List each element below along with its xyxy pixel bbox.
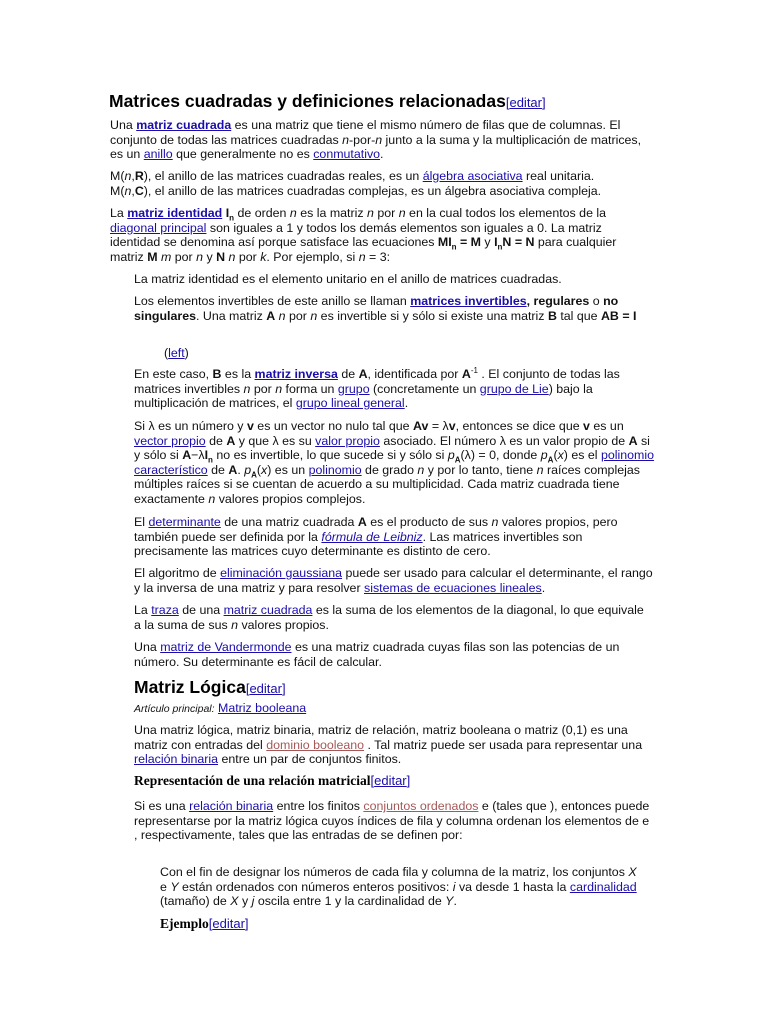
text: A: [461, 367, 471, 381]
text: matriz identidad: [127, 206, 223, 220]
text: (concretamente un: [369, 381, 480, 396]
text: . Una matriz: [195, 308, 267, 323]
text: ), el anillo de las matrices cuadradas reales, es un: [143, 169, 423, 183]
text: o: [589, 294, 604, 308]
text: MI: [437, 235, 452, 250]
text: I: [494, 235, 498, 250]
text: y: [203, 249, 217, 264]
text: C: [134, 183, 144, 198]
text: n: [342, 132, 350, 147]
link-grupo[interactable]: grupo: [337, 381, 370, 396]
text: asociado. El número λ es un valor propio de: [379, 433, 629, 448]
text: k: [260, 249, 267, 264]
text: ,: [131, 169, 135, 183]
text: es invertible si y sólo si existe una matriz: [317, 308, 548, 323]
text: p: [540, 448, 548, 463]
text: real unitaria.: [522, 169, 595, 183]
text: son iguales a 1 y todos los demás elementos son iguales a 0. La matriz identidad se denomina así porque satisface las ecuaciones: [110, 220, 602, 250]
edit-link[interactable]: editar: [374, 773, 407, 788]
text: Una: [110, 118, 137, 132]
text: puede ser usado para calcular el determinante, el rango y la inversa de una matriz y para resolver: [134, 566, 653, 595]
link-matrices-invertibles[interactable]: [410, 294, 526, 308]
text: de: [207, 462, 229, 477]
text: Artículo principal:: [134, 703, 215, 715]
link-matriz-cuadrada-2[interactable]: matriz cuadrada: [223, 603, 313, 617]
link-diagonal-principal[interactable]: diagonal principal: [110, 220, 207, 235]
heading-text: Ejemplo: [160, 916, 209, 931]
text: (: [256, 462, 262, 477]
text: AB = I: [600, 308, 637, 323]
text: El: [134, 515, 149, 529]
text: m: [160, 249, 172, 264]
text: , identificada por: [367, 367, 462, 381]
text: A: [266, 308, 276, 323]
text: n: [375, 132, 383, 147]
text: e: [160, 879, 171, 894]
heading-text: Matrices cuadradas y definiciones relacionadas: [109, 91, 506, 111]
text: M: [147, 249, 158, 264]
text: ,: [131, 183, 135, 198]
text: es la: [221, 367, 255, 381]
text: , entonces se dice que: [455, 419, 584, 433]
link-formula-de-leibniz[interactable]: [321, 530, 422, 544]
text: por: [285, 308, 311, 323]
text: por: [171, 249, 197, 264]
link-relacion-binaria[interactable]: relación binaria: [134, 752, 219, 767]
left-link-row: [164, 346, 224, 361]
main-article-note: [134, 701, 534, 717]
text: n: [451, 242, 457, 252]
text: es una matriz que tiene el mismo número de filas que de columnas. El conjunto de todas las matrices cuadradas: [110, 118, 621, 147]
text: no es invertible, lo que sucede si y sólo si: [212, 448, 448, 463]
text: i: [452, 879, 456, 894]
text: j: [251, 894, 255, 909]
text: X: [628, 865, 637, 879]
link-valor-propio[interactable]: valor propio: [315, 433, 380, 448]
text: n: [497, 242, 503, 252]
link-dominio-booleano[interactable]: dominio booleano: [266, 737, 365, 752]
link-grupo-lineal-general[interactable]: grupo lineal general: [295, 396, 405, 411]
text: A: [628, 433, 638, 448]
text: I: [225, 206, 230, 220]
paragraph-invertibles: [134, 294, 656, 323]
text: es la suma de los elementos de la diagonal, lo que equivale a la suma de sus: [134, 603, 644, 632]
text: y: [480, 235, 495, 250]
text: n: [491, 515, 499, 529]
text: y que λ es su: [235, 433, 316, 448]
edit-section-link: [editar]: [505, 95, 546, 110]
text: = λ: [428, 419, 449, 433]
link-conmutativo[interactable]: conmutativo: [313, 147, 381, 162]
text: y: [238, 894, 252, 909]
text: p: [244, 462, 252, 477]
text: −λ: [191, 448, 205, 463]
paragraph-valores-propios: [134, 419, 656, 507]
text: (: [553, 448, 558, 463]
text: x: [261, 462, 268, 477]
link-cardinalidad[interactable]: cardinalidad: [569, 879, 637, 894]
text: n: [124, 169, 132, 183]
text: por: [235, 249, 261, 264]
paragraph-anillos: [110, 169, 670, 198]
text: es un: [589, 419, 624, 433]
text: n: [229, 213, 235, 223]
text: M(: [110, 183, 125, 198]
text: Av: [412, 419, 429, 433]
text: entre los finitos: [273, 799, 364, 813]
text: matriz inversa: [254, 367, 338, 381]
text: n: [367, 206, 374, 220]
text: tal que: [556, 308, 601, 323]
text: n: [417, 462, 425, 477]
text: n: [243, 381, 251, 396]
text: n: [358, 249, 366, 264]
text: en la cual todos los elementos de la: [405, 206, 607, 220]
text: n: [124, 183, 132, 198]
text: En este caso,: [134, 367, 213, 381]
heading-text: Matriz Lógica: [134, 677, 246, 697]
link-matriz-inversa[interactable]: [255, 367, 338, 381]
edit-link[interactable]: editar: [249, 681, 282, 696]
text: si y sólo si: [134, 433, 650, 463]
text: A: [226, 433, 236, 448]
text: La: [110, 206, 128, 220]
text: ) bajo la multiplicación de matrices, el: [134, 381, 593, 411]
text: . Las matrices invertibles son precisamente las matrices cuyo determinante es distinto de cero.: [134, 529, 583, 559]
text: fórmula de Leibniz: [321, 529, 423, 544]
text: que generalmente no es: [172, 147, 314, 162]
text: A: [358, 367, 368, 381]
link-anillo[interactable]: anillo: [143, 147, 173, 162]
edit-section-link: [editar]: [245, 681, 286, 696]
link-matriz-identidad[interactable]: [127, 206, 222, 220]
link-polinomio-caracteristico[interactable]: polinomio característico: [134, 448, 655, 477]
heading-text: Representación de una relación matricial: [134, 773, 371, 788]
paragraph-matriz-identidad: [110, 206, 650, 264]
text: de: [205, 433, 227, 448]
section-heading-matrices-cuadradas: [109, 90, 669, 114]
text: Los elementos invertibles de este anillo se llaman: [134, 294, 411, 308]
text: Una: [134, 640, 161, 654]
text: -por-: [349, 132, 376, 147]
text: (λ) = 0, donde: [460, 448, 541, 463]
edit-section-link: [editar]: [208, 916, 249, 931]
text: (tamaño) de: [160, 894, 231, 909]
text: y por lo tanto, tiene: [424, 462, 537, 477]
section-heading-matriz-logica: [134, 676, 534, 700]
text: Y: [170, 879, 179, 894]
text: A: [454, 455, 461, 465]
text: junto a la suma y la multiplicación de matrices, es un: [110, 132, 642, 162]
text: matriz cuadrada: [136, 118, 232, 132]
text: n: [310, 308, 318, 323]
text: de una matriz cuadrada: [220, 515, 358, 529]
link-matriz-cuadrada[interactable]: [136, 118, 231, 132]
text: n: [398, 206, 406, 220]
text: v: [583, 419, 590, 433]
link-sistemas-ecuaciones-lineales[interactable]: sistemas de ecuaciones lineales: [364, 580, 542, 595]
text: de orden: [234, 206, 290, 220]
text: n: [228, 249, 236, 264]
subsection-heading-representacion: [134, 772, 554, 790]
text: forma un: [282, 381, 338, 396]
text: por: [373, 206, 399, 220]
edit-link[interactable]: editar: [212, 916, 245, 931]
paragraph-traza: [134, 603, 654, 632]
paragraph-matriz-inversa: [134, 367, 658, 411]
link-grupo-de-lie[interactable]: grupo de Lie: [479, 381, 549, 396]
text: n: [208, 455, 213, 465]
text: de grado: [361, 462, 418, 477]
text: v: [448, 419, 456, 433]
text: entre un par de conjuntos finitos.: [218, 752, 402, 767]
paragraph-matriz-cuadrada: [110, 118, 655, 162]
paragraph-elemento-unitario: La matriz identidad es el elemento unitario en el anillo de matrices cuadradas.: [134, 272, 562, 286]
link-traza[interactable]: traza: [151, 603, 179, 617]
text: La: [134, 603, 152, 617]
link-vector-propio[interactable]: vector propio: [134, 433, 206, 448]
text: de: [337, 367, 359, 381]
link-relacion-binaria-2[interactable]: relación binaria: [189, 799, 274, 813]
text: Con el fin de designar los números de cada fila y columna de la matriz, los conjuntos: [160, 865, 629, 879]
text: .: [453, 894, 457, 909]
text: I: [204, 448, 209, 463]
text: A: [547, 455, 554, 465]
paragraph-designar-numeros: [160, 865, 640, 909]
text: regulares: [533, 294, 590, 308]
text: ) es el: [563, 448, 601, 463]
text: n: [208, 491, 216, 506]
text: N: [216, 249, 226, 264]
text: . Por ejemplo, si: [266, 249, 359, 264]
text: va desde 1 hasta la: [455, 879, 570, 894]
text: valores propios, pero también puede ser definida por la: [134, 515, 618, 544]
edit-section-link: [editar]: [370, 773, 411, 788]
paragraph-eliminacion-gaussiana: [134, 566, 654, 595]
edit-link[interactable]: editar: [509, 95, 542, 110]
subsection-heading-ejemplo: [160, 915, 360, 933]
text: .: [237, 462, 245, 477]
text: = M: [456, 235, 481, 250]
text: . Tal matriz puede ser usada para representar una: [364, 737, 643, 752]
text: es una matriz cuadrada cuyas filas son las potencias de un número. Su determinante es fácil de calcular.: [134, 640, 620, 669]
paragraph-determinante: [134, 515, 658, 559]
text: X: [230, 894, 239, 909]
text: v: [246, 419, 254, 433]
text: no singulares: [134, 294, 619, 323]
text: El algoritmo de: [134, 566, 221, 580]
text: .: [380, 147, 384, 162]
link-algebra-asociativa[interactable]: álgebra asociativa: [422, 169, 523, 183]
text: (: [164, 346, 169, 360]
text: ) es un: [267, 462, 309, 477]
text: están ordenados con números enteros positivos:: [178, 879, 453, 894]
text: Una matriz lógica, matriz binaria, matriz de relación, matriz booleana o matriz (0,1) es una matriz con entradas del: [134, 723, 628, 752]
text: n: [196, 249, 203, 264]
text: valores propios complejos.: [215, 491, 366, 506]
text: A: [182, 448, 192, 463]
text: x: [557, 448, 564, 463]
text: B: [212, 367, 222, 381]
text: M(: [110, 169, 125, 183]
text: Si λ es un número y: [134, 419, 247, 433]
link-left[interactable]: left: [168, 346, 185, 360]
text: n: [278, 308, 286, 323]
text: raíces complejas múltiples raíces si se cuentan de acuerdo a su multiplicidad. Cada matriz cuadrada tiene exactamente: [134, 462, 640, 506]
text: n: [289, 206, 297, 220]
text: n: [275, 381, 283, 396]
paragraph-matriz-logica: [134, 723, 654, 767]
text: n: [231, 617, 239, 632]
link-conjuntos-ordenados[interactable]: conjuntos ordenados: [363, 799, 479, 813]
text: .: [541, 580, 546, 595]
text: ), el anillo de las matrices cuadradas complejas, es un álgebra asociativa compleja.: [143, 183, 602, 198]
link-polinomio[interactable]: polinomio: [308, 462, 362, 477]
text: n: [536, 462, 544, 477]
text: matrices invertibles: [410, 294, 527, 308]
link-eliminacion-gaussiana[interactable]: eliminación gaussiana: [220, 566, 343, 580]
text: por: [250, 381, 276, 396]
text: valores propios.: [238, 617, 329, 632]
text: = 3:: [365, 249, 391, 264]
text: oscila entre 1 y la cardinalidad de: [254, 894, 446, 909]
link-determinante[interactable]: determinante: [148, 515, 221, 529]
text: ,: [526, 294, 534, 308]
link-matriz-booleana[interactable]: Matriz booleana: [218, 701, 307, 715]
text: . El conjunto de todas las matrices invertibles: [134, 367, 620, 396]
text: es el producto de sus: [366, 515, 492, 529]
text: .: [404, 396, 409, 411]
text: A: [251, 470, 257, 480]
text: es un vector no nulo tal que: [253, 419, 413, 433]
text: para cualquier matriz: [110, 235, 617, 264]
text: p: [447, 448, 455, 463]
text: A: [357, 515, 367, 529]
text: ): [184, 346, 189, 360]
text: B: [547, 308, 557, 323]
paragraph-representacion: [134, 799, 654, 843]
text: Si es una: [134, 799, 190, 813]
text: e (tales que ), entonces puede representarse por la matriz lógica cuyos índices de fila y columna ordenan los elementos de e , respectivamente, tales que las entradas de se definen por:: [134, 799, 650, 843]
text: es la matriz: [296, 206, 367, 220]
text: -1: [470, 365, 478, 375]
link-matriz-de-vandermonde[interactable]: matriz de Vandermonde: [160, 640, 292, 654]
paragraph-vandermonde: [134, 640, 664, 669]
text: N = N: [502, 235, 535, 250]
text: A: [228, 462, 238, 477]
text: de una: [178, 603, 224, 617]
text: Y: [445, 894, 454, 909]
text: R: [134, 169, 144, 183]
